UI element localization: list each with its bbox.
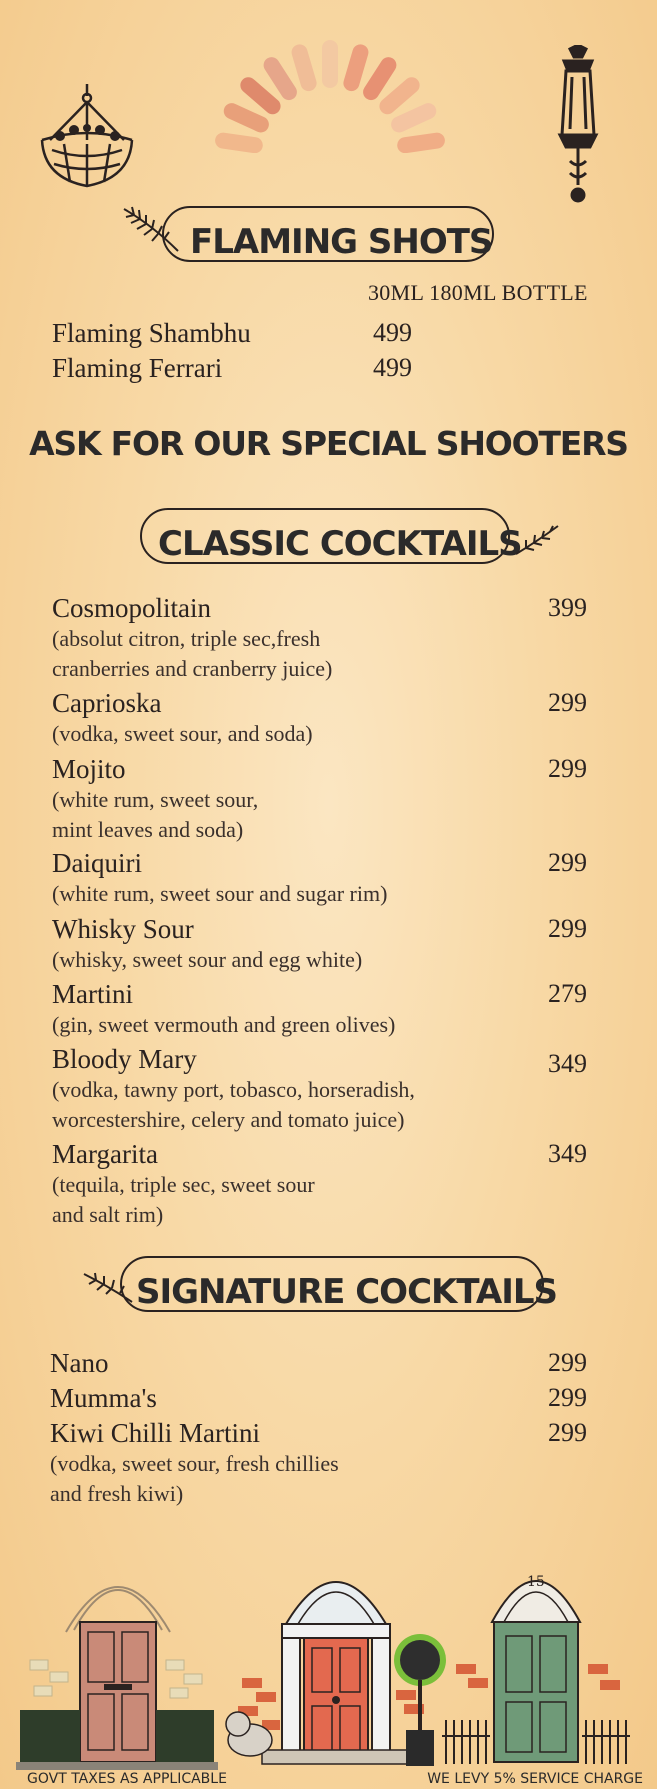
doors-illustration — [0, 1540, 657, 1770]
item-description: (vodka, tawny port, tobasco, horseradish, worcestershire, celery and tomato juice) — [52, 1077, 415, 1132]
item-description: (vodka, sweet sour, and soda) — [52, 721, 313, 746]
footer-taxes-note: GOVT TAXES AS APPLICABLE — [27, 1771, 227, 1787]
item-name: Cosmopolitain — [52, 593, 212, 623]
item-name: Nano — [50, 1348, 109, 1378]
menu-item-mummas — [50, 1382, 587, 1414]
item-name: Kiwi Chilli Martini — [50, 1418, 261, 1448]
menu-item-daiquiri — [52, 847, 587, 909]
item-description: (white rum, sweet sour and sugar rim) — [52, 881, 388, 906]
menu-item-bloody-mary — [52, 1043, 587, 1135]
shot-name: Flaming Ferrari — [52, 353, 223, 383]
menu-item-cosmopolitain — [52, 592, 587, 684]
middle-door-icon — [226, 1582, 446, 1766]
dog-icon — [226, 1712, 272, 1756]
item-price: 399 — [548, 593, 587, 622]
menu-item-martini — [52, 978, 587, 1040]
right-door-icon — [442, 1574, 630, 1764]
item-name: Margarita — [52, 1139, 158, 1169]
item-name: Mojito — [52, 754, 126, 784]
menu-item-margarita — [52, 1138, 587, 1230]
volume-header: 30ML 180ML BOTTLE — [368, 280, 588, 305]
menu-item-mojito — [52, 753, 587, 845]
shot-name: Flaming Shambhu — [52, 318, 251, 348]
item-price: 349 — [548, 1049, 587, 1078]
arch-segment — [322, 40, 338, 88]
item-description: (tequila, triple sec, sweet sour and salt rim) — [52, 1172, 315, 1227]
menu-item-kiwi-chilli-martini — [50, 1417, 587, 1509]
item-price: 299 — [548, 1348, 587, 1377]
menu-item-nano — [50, 1347, 587, 1379]
menu-item-whisky-sour — [52, 913, 587, 975]
item-description: (absolut citron, triple sec,fresh cranberries and cranberry juice) — [52, 626, 333, 681]
item-description: (white rum, sweet sour, mint leaves and soda) — [52, 787, 259, 842]
shot-price: 499 — [373, 318, 412, 347]
signature-cocktails-title: SIGNATURE COCKTAILS — [136, 1272, 558, 1312]
item-name: Caprioska — [52, 688, 162, 718]
item-price: 349 — [548, 1139, 587, 1168]
item-price: 299 — [548, 754, 587, 783]
item-name: Daiquiri — [52, 848, 142, 878]
left-door-icon — [16, 1587, 218, 1770]
item-price: 299 — [548, 1383, 587, 1412]
item-description: (gin, sweet vermouth and green olives) — [52, 1012, 396, 1037]
item-price: 279 — [548, 979, 587, 1008]
item-price: 299 — [548, 914, 587, 943]
wall-lantern-icon — [548, 45, 608, 205]
arch-segment — [214, 132, 264, 153]
menu-item-caprioska — [52, 687, 587, 749]
shot-price: 499 — [373, 353, 412, 382]
item-description: (vodka, sweet sour, fresh chillies and fresh kiwi) — [50, 1451, 339, 1506]
special-shooters-banner: ASK FOR OUR SPECIAL SHOOTERS — [29, 424, 628, 463]
item-price: 299 — [548, 848, 587, 877]
flaming-shots-title: FLAMING SHOTS — [190, 222, 493, 262]
arch-pattern-icon — [200, 38, 460, 153]
item-price: 299 — [548, 688, 587, 717]
item-name: Whisky Sour — [52, 914, 194, 944]
item-name: Martini — [52, 979, 133, 1009]
footer-service-charge-note: WE LEVY 5% SERVICE CHARGE — [427, 1771, 643, 1787]
item-description: (whisky, sweet sour and egg white) — [52, 947, 363, 972]
item-price: 299 — [548, 1418, 587, 1447]
item-name: Mumma's — [50, 1383, 157, 1413]
hanging-basket-icon — [30, 78, 145, 193]
classic-cocktails-title: CLASSIC COCKTAILS — [158, 524, 522, 564]
item-name: Bloody Mary — [52, 1044, 197, 1074]
door-number: 15 — [527, 1574, 545, 1590]
arch-segment — [396, 132, 446, 153]
fern-sprig-icon — [514, 522, 560, 558]
